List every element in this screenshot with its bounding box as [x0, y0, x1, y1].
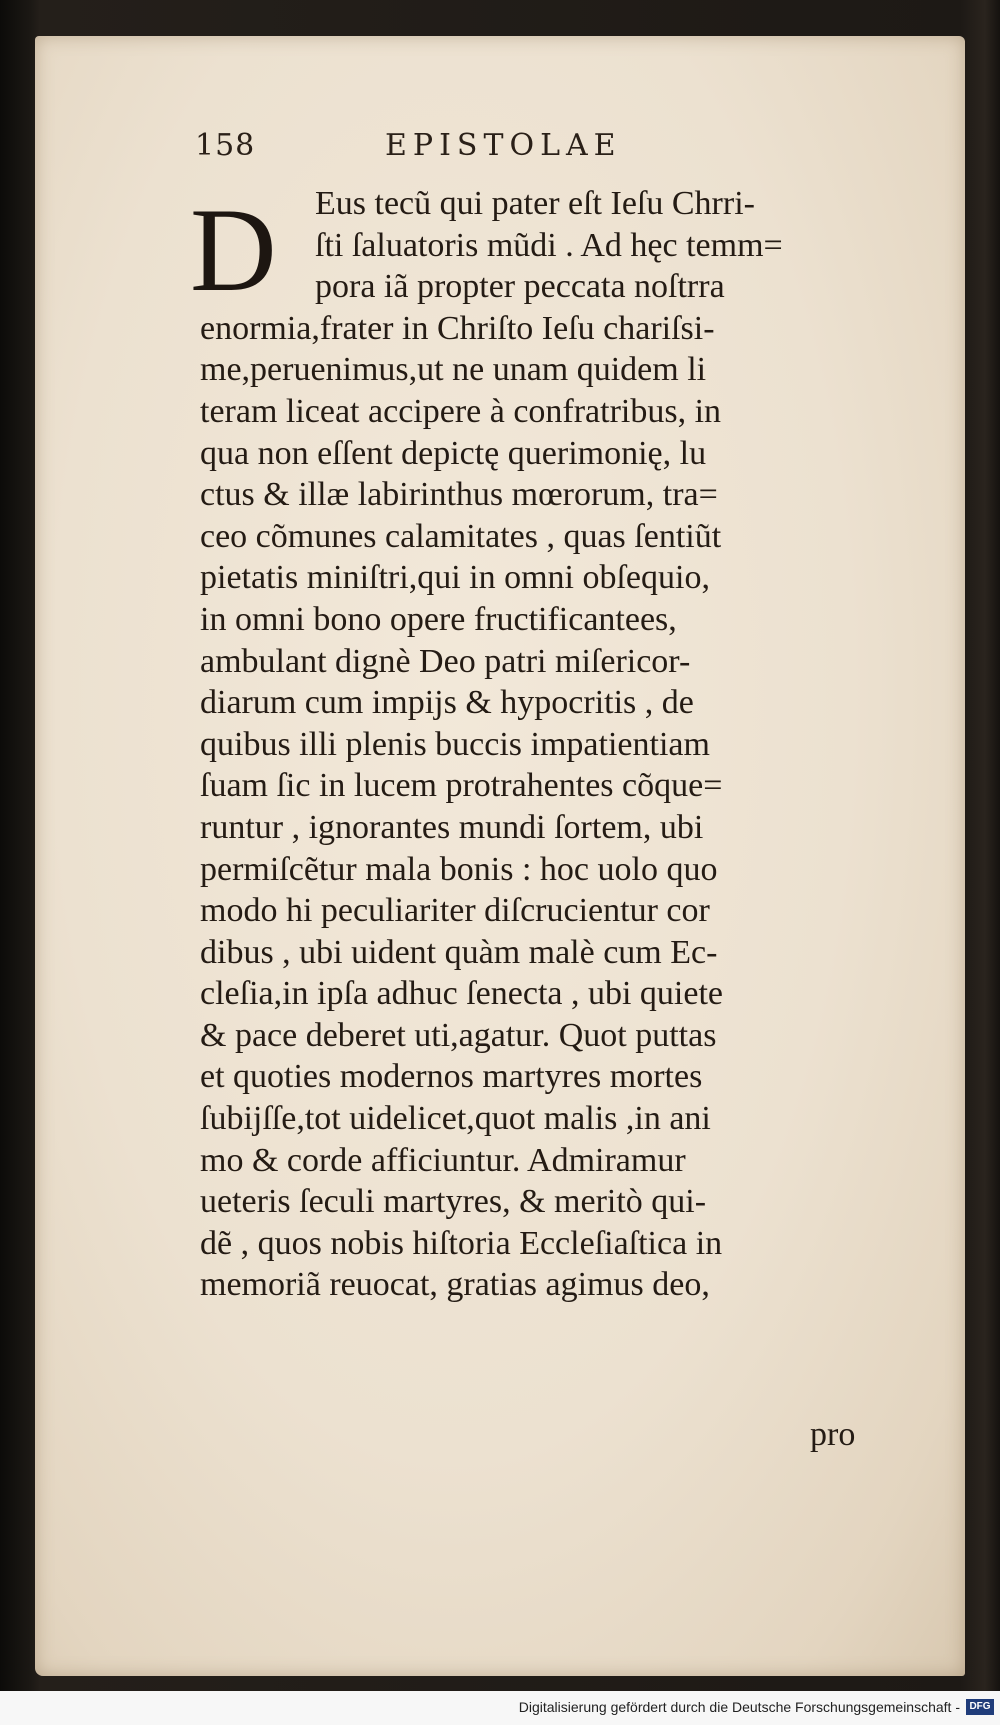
- text-line: mo & corde afficiuntur. Admiramur: [200, 1141, 686, 1179]
- footer-bar: [0, 1691, 1000, 1725]
- text-line: cleſia,in ipſa adhuc ſenecta , ubi quiete: [200, 975, 723, 1013]
- dfg-logo-icon: DFG: [966, 1699, 994, 1715]
- text-line: permiſcẽtur mala bonis : hoc uolo quo: [200, 850, 718, 888]
- drop-cap-initial: D: [190, 183, 277, 316]
- text-line: runtur , ignorantes mundi ſortem, ubi: [200, 808, 704, 846]
- text-line: ceo cõmunes calamitates , quas ſentiũt: [200, 517, 722, 555]
- text-line: modo hi peculiariter diſcrucientur cor: [200, 892, 710, 930]
- text-line: memoriã reuocat, gratias agimus deo,: [200, 1266, 710, 1304]
- funding-credit: Digitalisierung gefördert durch die Deutsche Forschungsgemeinschaft -: [518, 1699, 960, 1715]
- text-line: ctus & illæ labirinthus mœrorum, tra=: [200, 476, 718, 514]
- text-line: teram liceat accipere à confratribus, in: [200, 392, 722, 430]
- body-text: [200, 183, 935, 1306]
- text-line: ſubijſſe,tot uidelicet,quot malis ,in ani: [200, 1100, 711, 1138]
- text-line: dibus , ubi uident quàm malè cum Ec-: [200, 933, 718, 971]
- text-line: qua non eſſent depictę querimonię, lu: [200, 434, 707, 472]
- text-line: in omni bono opere fructificantees,: [200, 600, 677, 638]
- text-line: diarum cum impijs & hypocritis , de: [200, 684, 694, 722]
- text-line: et quoties modernos martyres mortes: [200, 1058, 703, 1096]
- text-line: pora iã propter peccata noſtrra: [315, 268, 725, 306]
- text-line: dẽ , quos nobis hiſtoria Eccleſiaſtica in: [200, 1224, 723, 1262]
- running-title: EPISTOLAE: [385, 128, 622, 163]
- text-line: quibus illi plenis buccis impatientiam: [200, 725, 710, 763]
- text-line: Eus tecũ qui pater eſt Ieſu Chrri-: [315, 185, 755, 222]
- text-line: ueteris ſeculi martyres, & meritò qui-: [200, 1183, 707, 1221]
- text-line: pietatis miniſtri,qui in omni obſequio,: [200, 559, 710, 597]
- page-number: 158: [195, 128, 256, 163]
- text-line: ambulant dignè Deo patri miſericor-: [200, 642, 691, 680]
- text-line: & pace deberet uti,agatur. Quot puttas: [200, 1016, 717, 1054]
- text-line: enormia,frater in Chriſto Ieſu chariſsi-: [200, 309, 715, 347]
- text-line: me,peruenimus,ut ne unam quidem li: [200, 351, 707, 389]
- text-line: ſuam ſic in lucem protrahentes cõque=: [200, 767, 723, 805]
- text-line: ſti ſaluatoris mũdi . Ad hęc temm=: [315, 226, 783, 264]
- page-header: [195, 128, 715, 168]
- catchword: pro: [810, 1416, 856, 1453]
